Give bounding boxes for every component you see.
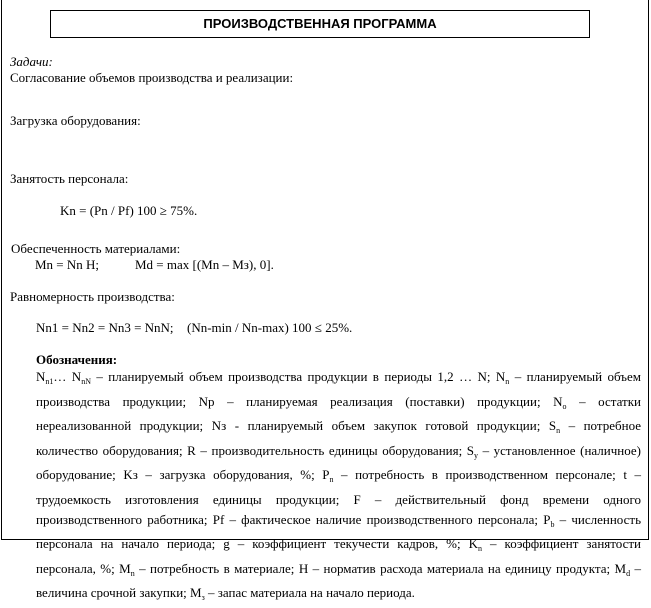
section-heading-staff: Занятость персонала: [10, 171, 129, 186]
page-title: ПРОИЗВОДСТВЕННАЯ ПРОГРАММА [50, 10, 590, 38]
section-heading-materials: Обеспеченность материалами: [11, 241, 181, 256]
section-heading-uniformity: Равномерность производства: [10, 289, 175, 304]
section-heading-volumes: Согласование объемов производства и реализации: [10, 70, 294, 85]
formula-uniformity-a: Nn1 = Nn2 = Nn3 = NnN; [36, 320, 174, 335]
formula-staff: Kn = (Pn / Pf) 100 ≥ 75%. [60, 203, 198, 218]
formula-materials-b: Md = max [(Mn – Mз), 0]. [135, 257, 274, 272]
legend-text: $N_{n1}\dots$ $N_{nN}$ – планируемый объем производства продукции в периоды 1,2 … N; $N_n$ – планируемый объем производства продукции; Np – планируемая реализация (поставки) продукции; $N_o$ – остатки нереализованной продукции; Nз - планируемый объем закупок готовой продукции; $S_n$ – потребное количество оборудования; R – производительность единицы оборудования; $S_y$ – установленное (наличное) оборудование; Kз – загрузка оборудования, %; $P_n$ – потребность в производственном персонале; t – трудоемкость изготовления единицы продукции; F – действительный фонд времени одного производственного работника; Pf – фактическое наличие производственного персонала; $P_b$ – численность персонала на начало периода; g – коэффициент текучести кадров, %; $K_n$ – коэффициент занятости персонала, %; $M_n$ – потребность в материале; H – норматив расхода материала на единицу продукта; $M_d$ – величина срочной закупки; $M_з$ – запас материала на начало периода. [36, 369, 642, 603]
formula-uniformity-b: (Nn-min / Nn-max) 100 ≤ 25%. [187, 320, 353, 335]
legend-heading: Обозначения: [36, 352, 118, 367]
tasks-label: Задачи: [10, 54, 53, 69]
formula-materials-a: Mn = Nn H; [35, 257, 100, 272]
section-heading-equipment: Загрузка оборудования: [10, 113, 141, 128]
